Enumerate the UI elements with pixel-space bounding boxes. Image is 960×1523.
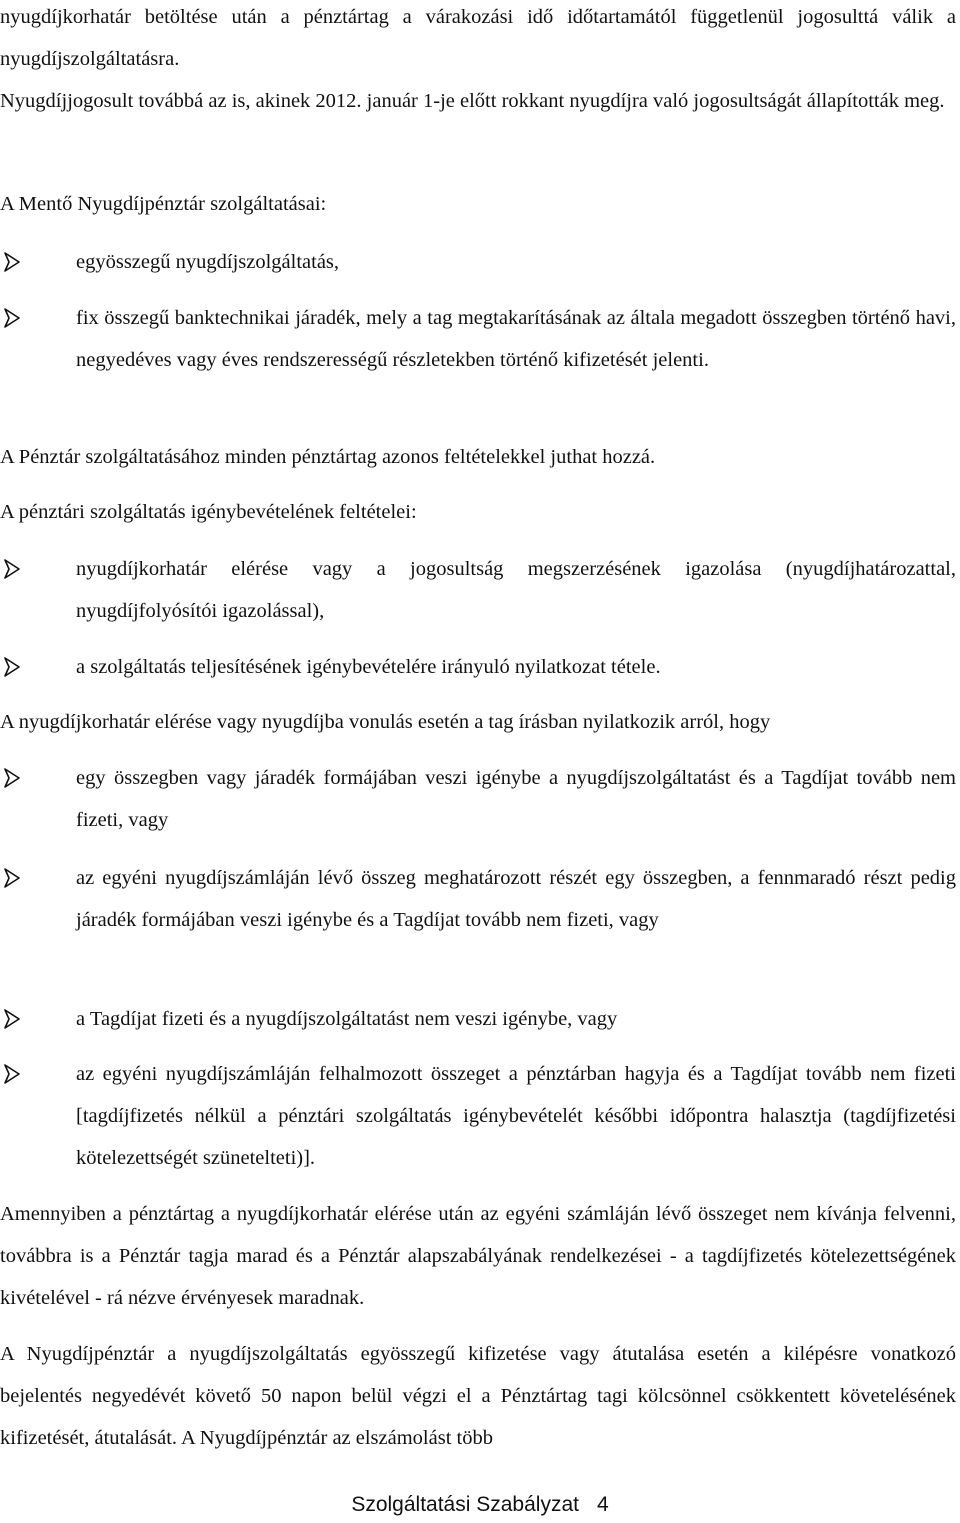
arrowhead-bullet-icon [4,559,20,579]
list-item [0,998,956,1040]
list-item [0,646,956,688]
list-item [0,857,956,941]
arrowhead-bullet-icon [4,768,20,788]
list-item-text: a szolgáltatás teljesítésének igénybevételére irányuló nyilatkozat tétele. [76,656,661,678]
list-item-text: fix összegű banktechnikai járadék, mely a tag megtakarításának az általa megadott összegben történő havi, negyedéves vagy éves rendszerességű részletekben történő kifizetését jelenti. [76,307,956,371]
page-footer [0,1490,960,1520]
arrowhead-bullet-icon [4,1064,20,1084]
paragraph-services-heading: A Mentő Nyugdíjpénztár szolgáltatásai: [0,193,327,215]
paragraph-equal-access: A Pénztár szolgáltatásához minden pénztártag azonos feltételekkel juthat hozzá. [0,446,656,468]
arrowhead-bullet-icon [4,252,20,272]
list-item [0,757,956,841]
paragraph-eligibility-disability: Nyugdíjjogosult továbbá az is, akinek 2012. január 1-je előtt rokkant nyugdíjra való jogosultságát állapították meg. [0,90,945,112]
list-item-text: nyugdíjkorhatár elérése vagy a jogosultság megszerzésének igazolása (nyugdíjhatározattal, nyugdíjfolyósítói igazolással), [76,558,956,622]
paragraph-payout-timing: A Nyugdíjpénztár a nyugdíjszolgáltatás egyösszegű kifizetése vagy átutalása esetén a kilépésre vonatkozó bejelentés negyedévét követő 50 napon belül végzi el a Pénztártag tagi kölcsönnel csökkentett követelésének kifizetését, átutalását. A Nyugdíjpénztár az elszámolást több [0,1343,956,1449]
arrowhead-bullet-icon [4,1009,20,1029]
paragraph-continued-membership: Amennyiben a pénztártag a nyugdíjkorhatár elérése után az egyéni számláján lévő összeget nem kívánja felvenni, továbbra is a Pénztár tagja marad és a Pénztár alapszabályának rendelkezései - a tagdíjfizetés kötelezettségének kivételével - rá nézve érvényesek maradnak. [0,1203,956,1309]
arrowhead-bullet-icon [4,308,20,328]
list-item [0,548,956,632]
page-number: 4 [596,1493,609,1516]
list-item-text: az egyéni nyugdíjszámláján felhalmozott összeget a pénztárban hagyja és a Tagdíjat tovább nem fizeti [tagdíjfizetés nélkül a pénztári szolgáltatás igénybevételét későbbi időpontra halasztja (tagdíjfizetési kötelezettségét szünetelteti)]. [76,1063,956,1169]
paragraph-conditions-heading: A pénztári szolgáltatás igénybevételének feltételei: [0,501,417,523]
list-item-text: az egyéni nyugdíjszámláján lévő összeg meghatározott részét egy összegben, a fennmaradó részt pedig járadék formájában veszi igénybe és a Tagdíjat tovább nem fizeti, vagy [76,867,956,931]
paragraph-declaration-heading: A nyugdíjkorhatár elérése vagy nyugdíjba vonulás esetén a tag írásban nyilatkozik arról, hogy [0,711,771,733]
arrowhead-bullet-icon [4,868,20,888]
list-item-text: a Tagdíjat fizeti és a nyugdíjszolgáltatást nem veszi igénybe, vagy [76,1008,618,1030]
list-item [0,1053,956,1179]
list-item [0,297,956,381]
paragraph-eligibility-age: nyugdíjkorhatár betöltése után a pénztártag a várakozási idő időtartamától függetlenül jogosulttá válik a nyugdíjszolgáltatásra. [0,6,956,70]
arrowhead-bullet-icon [4,657,20,677]
list-item-text: egy összegben vagy járadék formájában veszi igénybe a nyugdíjszolgáltatást és a Tagdíjat tovább nem fizeti, vagy [76,767,956,831]
footer-title: Szolgáltatási Szabályzat [351,1493,579,1516]
list-item-text: egyösszegű nyugdíjszolgáltatás, [76,251,340,273]
list-item [0,241,956,283]
